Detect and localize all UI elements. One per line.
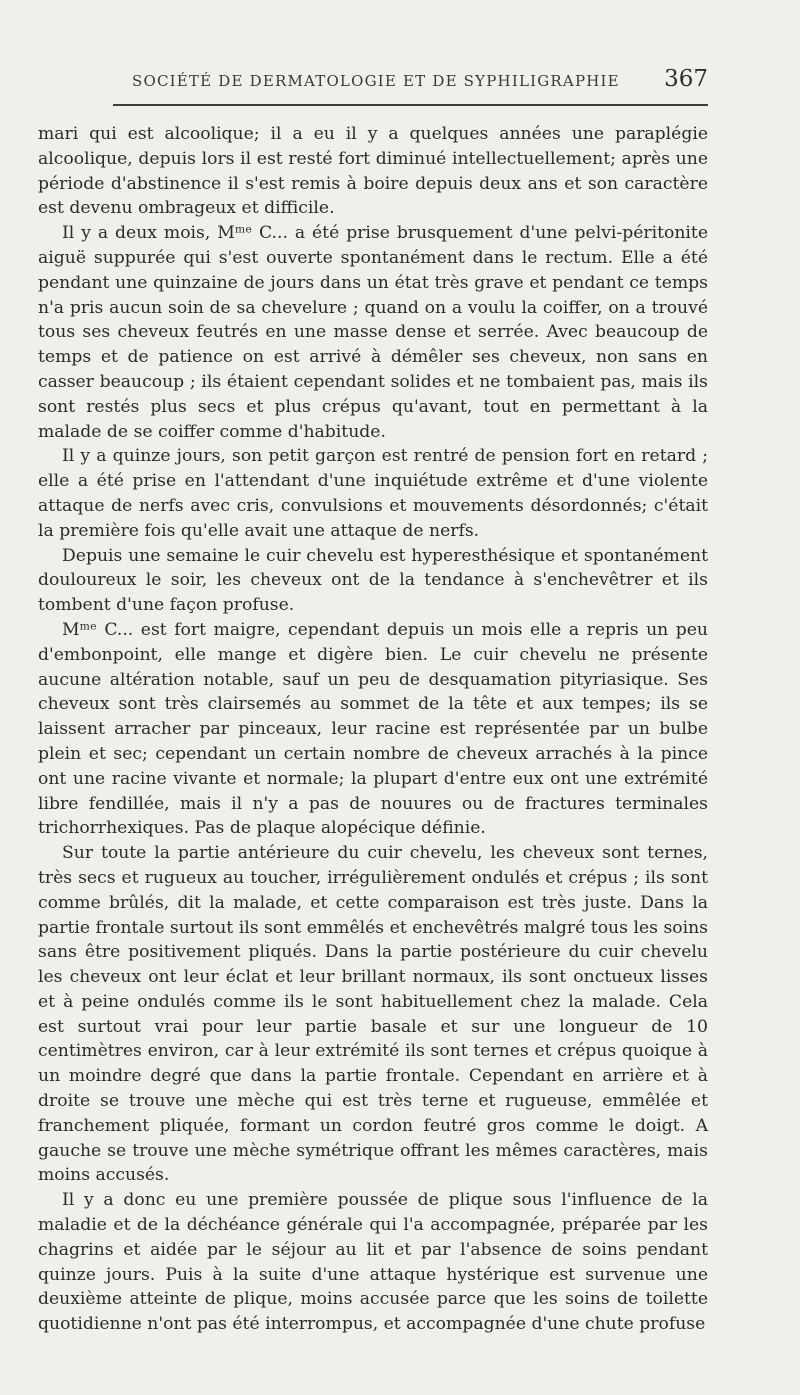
body-text (38, 122, 708, 1337)
paragraph: Depuis une semaine le cuir chevelu est hyperesthésique et spontanément douloureux le soir, les cheveux ont de la tendance à s'enchevêtrer et ils tombent d'une façon profuse. (38, 545, 708, 616)
paragraph: Mᵐᵉ C... est fort maigre, cependant depuis un mois elle a repris un peu d'embonpoint, elle mange et digère bien. Le cuir chevelu ne présente aucune altération notable, sauf un peu de desquamation pityriasique. Ses cheveux sont très clairsemés au sommet de la tête et aux tempes; ils se laissent arracher par pinceaux, leur racine est représentée par un bulbe plein et sec; cependant un certain nombre de cheveux arrachés à la pince ont une racine vivante et normale; la plupart d'entre eux ont une extrémité libre fendillée, mais il n'y a pas de nouures ou de fractures terminales trichorrhexiques. Pas de plaque alopécique définie. (38, 619, 708, 839)
header-rule (113, 104, 708, 106)
running-title: SOCIÉTÉ DE DERMATOLOGIE ET DE SYPHILIGRAPHIE (132, 72, 620, 90)
page-number: 367 (664, 66, 708, 92)
page-header (38, 64, 708, 104)
paragraph: Il y a donc eu une première poussée de plique sous l'influence de la maladie et de la déchéance générale qui l'a accompagnée, préparée par les chagrins et aidée par le séjour au lit et par l'absence de soins pendant quinze jours. Puis à la suite d'une attaque hystérique est survenue une deuxième atteinte de plique, moins accusée parce que les soins de toilette quotidienne n'ont pas été interrompus, et accompagnée d'une chute profuse (38, 1190, 708, 1335)
paragraph: Il y a quinze jours, son petit garçon est rentré de pension fort en retard ; elle a été prise en l'attendant d'une inquiétude extrême et d'une violente attaque de nerfs avec cris, convulsions et mouvements désordonnés; c'était la première fois qu'elle avait une attaque de nerfs. (38, 446, 708, 541)
paragraph: Sur toute la partie antérieure du cuir chevelu, les cheveux sont ternes, très secs et rugueux au toucher, irrégulièrement ondulés et crépus ; ils sont comme brûlés, dit la malade, et cette comparaison est très juste. Dans la partie frontale surtout ils sont emmêlés et enchevêtrés malgré tous les soins sans être positivement pliqués. Dans la partie postérieure du cuir chevelu les cheveux ont leur éclat et leur brillant normaux, ils sont onctueux lisses et à peine ondulés comme ils le sont habituellement chez la malade. Cela est surtout vrai pour leur partie basale et sur une longueur de 10 centimètres environ, car à leur extrémité ils sont ternes et crépus quoique à un moindre degré que dans la partie frontale. Cependant en arrière et à droite se trouve une mèche qui est très terne et rugueuse, emmêlée et franchement pliquée, formant un cordon feutré gros comme le doigt. A gauche se trouve une mèche symétrique offrant les mêmes caractères, mais moins accusés. (38, 843, 708, 1186)
paragraph: Il y a deux mois, Mᵐᵉ C... a été prise brusquement d'une pelvi-péritonite aiguë suppurée qui s'est ouverte spontanément dans le rectum. Elle a été pendant une quinzaine de jours dans un état très grave et pendant ce temps n'a pris aucun soin de sa chevelure ; quand on a voulu la coiffer, on a trouvé tous ses cheveux feutrés en une masse dense et serrée. Avec beaucoup de temps et de patience on est arrivé à démêler ses cheveux, non sans en casser beaucoup ; ils étaient cependant solides et ne tombaient pas, mais ils sont restés plus secs et plus crépus qu'avant, tout en permettant à la malade de se coiffer comme d'habitude. (38, 223, 708, 442)
paragraph: mari qui est alcoolique; il a eu il y a quelques années une paraplégie alcoolique, depuis lors il est resté fort diminué intellectuellement; après une période d'abstinence il s'est remis à boire depuis deux ans et son caractère est devenu ombrageux et difficile. (38, 124, 708, 219)
